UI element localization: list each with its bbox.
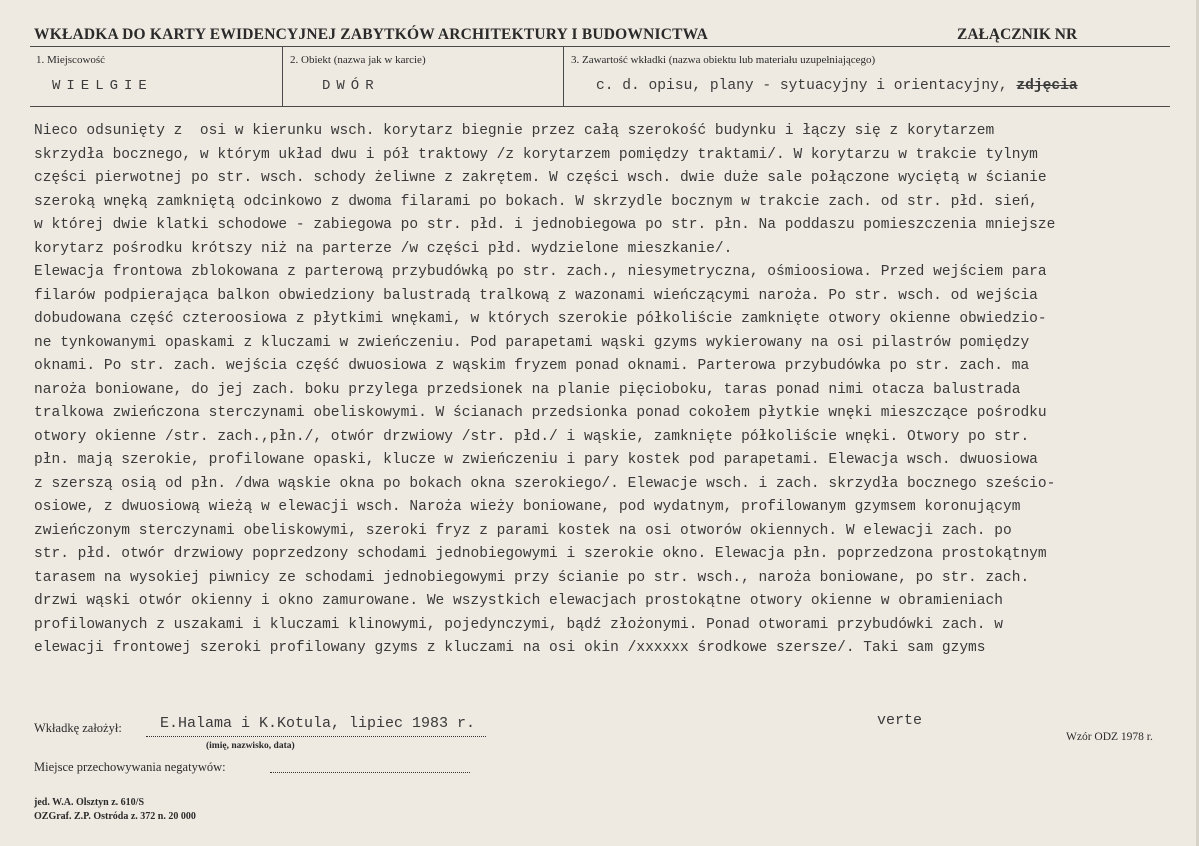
description-line: szeroką wnęką zamkniętą odcinkowo z dwoma filarami po bokach. W skrzydle bocznym w trakcie zach. od str. płd. sień, [34, 193, 1038, 210]
description-line: elewacji frontowej szeroki profilowany gzyms z kluczami na osi okin /xxxxxx środkowe szersze/. Taki sam gzyms [34, 640, 986, 656]
description-line: otwory okienne /str. zach.,płn./, otwór drzwiowy /str. płd./ i wąskie, zamknięte półkoliście wnęki. Otwory po str. [34, 428, 1030, 445]
verte-note: verte [877, 712, 923, 729]
description-line: naroża boniowane, do jej zach. boku przylega przedsionek na planie pięcioboku, taras ponad nimi otacza balustrada [34, 381, 1021, 398]
storage-label: Miejsce przechowywania negatywów: [34, 760, 226, 774]
description-line: Nieco odsunięty z osi w kierunku wsch. korytarz biegnie przez całą szerokość budynku i łączy się z korytarzem [34, 123, 995, 139]
header-rule-bottom [30, 106, 1170, 107]
field-object-value: DWÓR [322, 78, 380, 94]
author-dotline [146, 736, 486, 737]
author-hint: (imię, nazwisko, data) [206, 741, 295, 751]
print-line-2: OZGraf. Z.P. Ostróda z. 372 n. 20 000 [34, 811, 196, 822]
field-locality-label: 1. Miejscowość [36, 54, 106, 66]
description-line: ne tynkowanymi opaskami z kluczami w zwieńczeniu. Pod parapetami wąski gzyms wykierowany na osi pilastrów pomiędzy [34, 334, 1030, 351]
header-rule-top [30, 46, 1170, 47]
annex-label: ZAŁĄCZNIK NR [957, 26, 1078, 43]
print-line-1: jed. W.A. Olsztyn z. 610/S [34, 797, 145, 808]
card-title: WKŁADKA DO KARTY EWIDENCYJNEJ ZABYTKÓW ARCHITEKTURY I BUDOWNICTWA [34, 26, 709, 43]
field-object-label: 2. Obiekt (nazwa jak w karcie) [290, 54, 426, 66]
field-content-label: 3. Zawartość wkładki (nazwa obiektu lub materiału uzupełniającego) [571, 54, 876, 66]
description-line: skrzydła bocznego, w którym układ dwu i pół traktowy /z korytarzem pomiędzy traktami/. W korytarzu w trakcie tylnym [34, 146, 1038, 163]
field-divider-1 [282, 46, 283, 106]
description-line: filarów podpierająca balkon obwiedziony balustradą tralkową z wazonami wieńczącymi naroża. Po str. wsch. od wejścia [34, 287, 1038, 304]
author-label: Wkładkę założył: [34, 721, 122, 735]
description-line: osiowe, z dwuosiową wieżą w elewacji wsch. Naroża wieży boniowane, pod wydatnym, profilowanym gzymsem koronującym [34, 499, 1021, 515]
description-line: z szerszą osią od płn. /dwa wąskie okna po bokach okna szerokiego/. Elewacje wsch. i zach. skrzydła bocznego sześcio- [34, 475, 1056, 492]
field-locality-value: WIELGIE [52, 78, 153, 94]
field-divider-2 [563, 46, 564, 106]
description-line: Elewacja frontowa zblokowana z parterową przybudówką po str. zach., niesymetryczna, ośmioosiowa. Przed wejściem para [34, 264, 1047, 280]
description-line: profilowanych z uszakami i kluczami klinowymi, pojedynczymi, bądź złożonymi. Ponad otworami przybudówki zach. w [34, 616, 1003, 633]
form-code: Wzór ODZ 1978 r. [1066, 731, 1153, 743]
description-line: dobudowana część czteroosiowa z płytkimi wnękami, w których szerokie półkoliście zamknięte otwory okienne obwiedzio- [34, 311, 1047, 327]
description-line: str. płd. otwór drzwiowy poprzedzony schodami jednobiegowymi i szerokie okno. Elewacja płn. poprzedzona prostokątnym [34, 546, 1047, 562]
description-body [34, 120, 1194, 661]
field-content-struck: zdjęcia [1016, 78, 1078, 94]
description-line: korytarz pośrodku krótszy niż na parterze /w części płd. wydzielone mieszkanie/. [34, 240, 733, 257]
author-value: E.Halama i K.Kotula, lipiec 1983 r. [160, 715, 476, 732]
description-line: w której dwie klatki schodowe - zabiegowa po str. płd. i jednobiegowa po str. płn. Na poddaszu pomieszczenia mniejsze [34, 217, 1056, 233]
storage-dotline [270, 772, 470, 773]
field-content-text: c. d. opisu, plany - sytuacyjny i orientacyjny, [596, 78, 1008, 94]
description-line: drzwi wąski otwór okienny i okno zamurowane. We wszystkich elewacjach prostokątne otwory okienne w obramieniach [34, 593, 1003, 609]
description-line: części pierwotnej po str. wsch. schody żeliwne z zakrętem. W części wsch. dwie duże sale połączone wyciętą w ścianie [34, 170, 1047, 186]
description-line: tarasem na wysokiej piwnicy ze schodami jednobiegowymi przy ścianie po str. wsch., naroża boniowane, po str. zach. [34, 569, 1030, 586]
description-line: zwieńczonym sterczynami obeliskowymi, szeroki fryz z parami kostek na osi otworów okiennych. W elewacji zach. po [34, 522, 1012, 539]
field-content-value [596, 78, 1078, 94]
description-line: tralkowa zwieńczona sterczynami obeliskowymi. W ścianach przedsionka ponad cokołem płytkie wnęki mieszczące pośrodku [34, 405, 1047, 421]
description-line: oknami. Po str. zach. wejścia część dwuosiowa z wąskim fryzem ponad oknami. Parterowa przybudówka po str. zach. ma [34, 358, 1030, 374]
description-line: płn. mają szerokie, profilowane opaski, klucze w zwieńczeniu i pary kostek pod parapetami. Elewacja wsch. dwuosiowa [34, 452, 1038, 468]
